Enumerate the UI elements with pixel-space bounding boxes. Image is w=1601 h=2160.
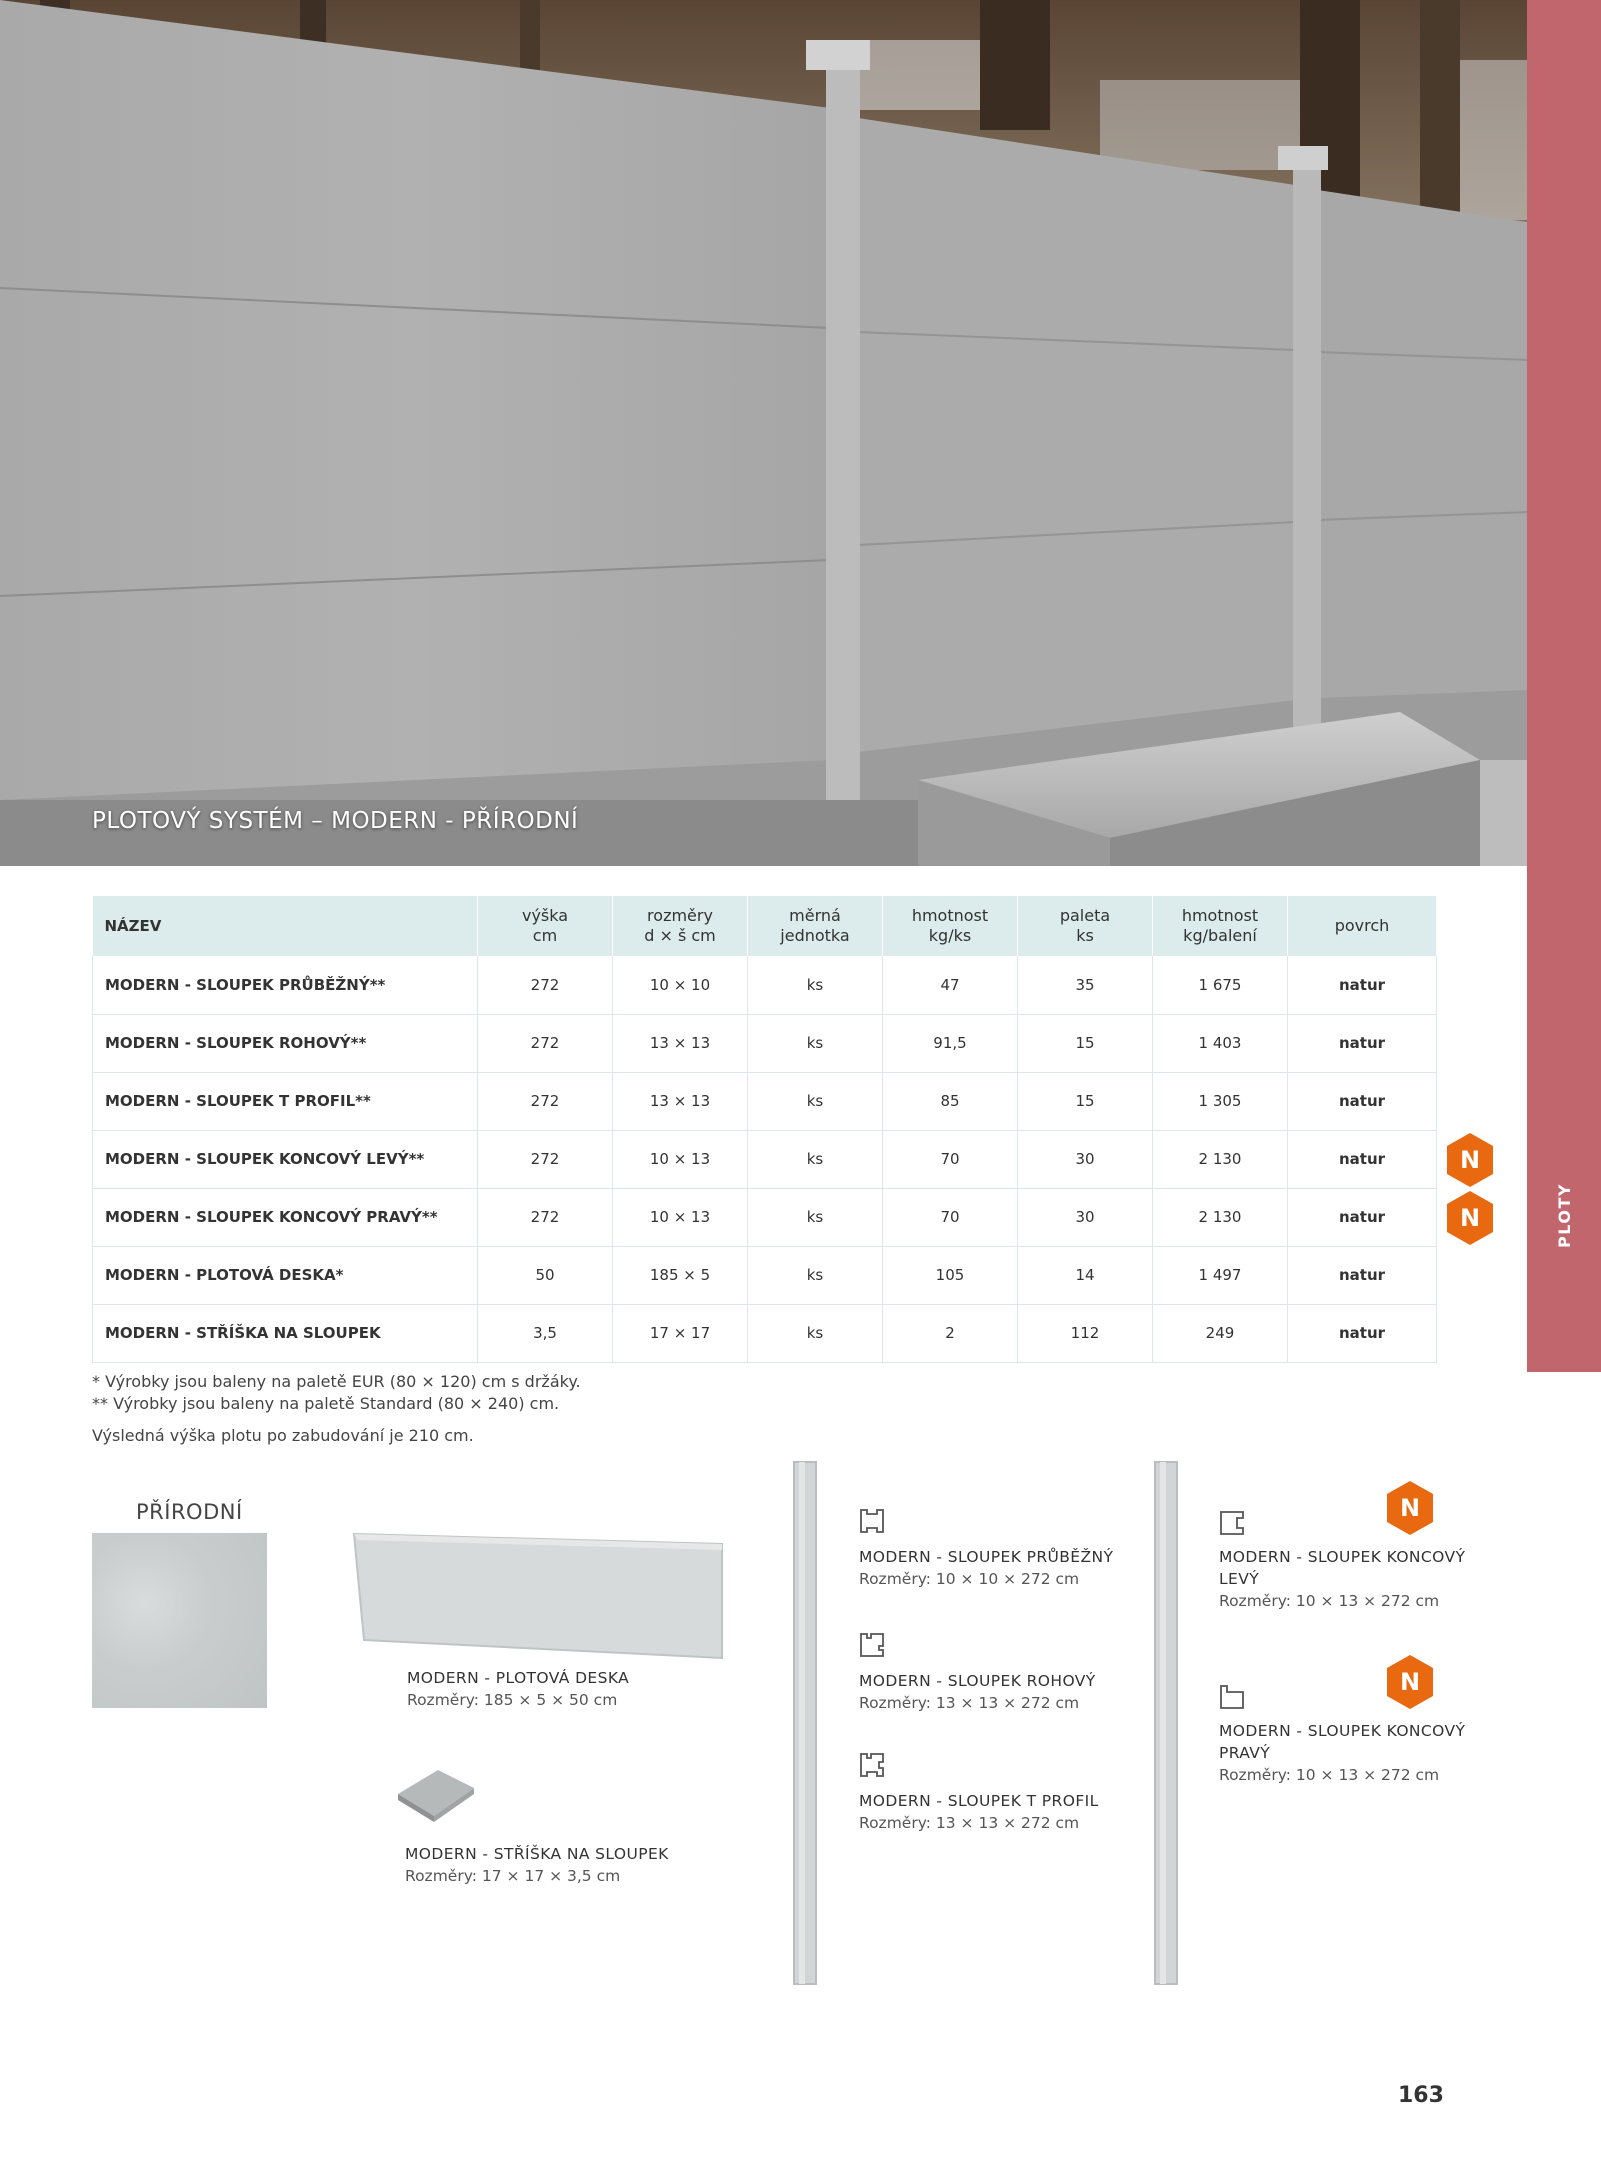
cell-weight: 85	[883, 1072, 1018, 1130]
cell-pallet: 30	[1018, 1130, 1153, 1188]
t-post-profile-icon	[859, 1752, 885, 1778]
section-side-tab	[1527, 0, 1601, 1372]
product-t-post-dims: Rozměry: 13 × 13 × 272 cm	[859, 1814, 1080, 1832]
cell-dims: 13 × 13	[613, 1072, 748, 1130]
cell-weight: 2	[883, 1304, 1018, 1362]
table-row	[93, 956, 1437, 1014]
end-post-left-profile-icon	[1219, 1510, 1245, 1536]
cell-weight-pack: 1 675	[1153, 956, 1288, 1014]
cell-unit: ks	[748, 1130, 883, 1188]
product-end-post-right-label	[1219, 1720, 1465, 1786]
cell-pallet: 112	[1018, 1304, 1153, 1362]
product-board-dims: Rozměry: 185 × 5 × 50 cm	[407, 1691, 618, 1709]
header-weight-pack: hmotnost kg/balení	[1153, 896, 1288, 956]
product-end-post-left-label	[1219, 1546, 1465, 1612]
new-badge-letter: N	[1399, 1668, 1421, 1696]
cell-height: 272	[478, 1072, 613, 1130]
new-badge-icon	[1445, 1132, 1495, 1188]
fence-photo-illustration	[0, 0, 1527, 866]
cell-weight-pack: 2 130	[1153, 1130, 1288, 1188]
cell-pallet: 35	[1018, 956, 1153, 1014]
product-t-post-name: MODERN - SLOUPEK T PROFIL	[859, 1792, 1099, 1810]
product-spec-table	[92, 896, 1437, 1363]
cell-unit: ks	[748, 1246, 883, 1304]
product-cap-label	[405, 1843, 669, 1887]
table-header-row	[93, 896, 1437, 956]
new-badge-icon	[1385, 1480, 1435, 1536]
cell-dims: 185 × 5	[613, 1246, 748, 1304]
header-surface: povrch	[1288, 896, 1437, 956]
product-cap-name: MODERN - STŘÍŠKA NA SLOUPEK	[405, 1845, 669, 1863]
post-cap-image	[394, 1766, 478, 1824]
cell-name: MODERN - SLOUPEK KONCOVÝ PRAVÝ**	[93, 1188, 478, 1246]
post-image-end	[1151, 1458, 1181, 1988]
cell-weight: 70	[883, 1130, 1018, 1188]
cell-unit: ks	[748, 1188, 883, 1246]
product-end-post-right-name: MODERN - SLOUPEK KONCOVÝ	[1219, 1722, 1466, 1740]
product-end-post-left-name: MODERN - SLOUPEK KONCOVÝ	[1219, 1548, 1466, 1566]
cell-weight-pack: 2 130	[1153, 1188, 1288, 1246]
cell-surface: natur	[1288, 1072, 1437, 1130]
product-corner-post-name: MODERN - SLOUPEK ROHOVÝ	[859, 1672, 1096, 1690]
corner-post-profile-icon	[859, 1632, 885, 1658]
cell-weight: 105	[883, 1246, 1018, 1304]
surface-sample-label: PŘÍRODNÍ	[136, 1500, 243, 1524]
cell-unit: ks	[748, 1304, 883, 1362]
cell-weight: 91,5	[883, 1014, 1018, 1072]
new-badge-letter: N	[1399, 1494, 1421, 1522]
header-unit: měrná jednotka	[748, 896, 883, 956]
cell-weight: 70	[883, 1188, 1018, 1246]
cell-height: 272	[478, 1130, 613, 1188]
table-row	[93, 1188, 1437, 1246]
cell-weight: 47	[883, 956, 1018, 1014]
new-badge-icon	[1385, 1654, 1435, 1710]
hero-caption: PLOTOVÝ SYSTÉM – MODERN - PŘÍRODNÍ	[92, 808, 579, 834]
page-number: 163	[1398, 2083, 1444, 2108]
end-post-right-profile-icon	[1219, 1684, 1245, 1710]
cell-name: MODERN - SLOUPEK PRŮBĚŽNÝ**	[93, 956, 478, 1014]
product-line-post-dims: Rozměry: 10 × 10 × 272 cm	[859, 1570, 1080, 1588]
table-footnotes	[92, 1371, 581, 1415]
table-row	[93, 1014, 1437, 1072]
cell-surface: natur	[1288, 1304, 1437, 1362]
product-end-post-right-name-2: PRAVÝ	[1219, 1744, 1271, 1762]
cell-pallet: 15	[1018, 1072, 1153, 1130]
post-image-line	[790, 1458, 820, 1988]
header-dimensions: rozměry d × š cm	[613, 896, 748, 956]
product-corner-post-label	[859, 1670, 1096, 1714]
header-name: NÁZEV	[93, 896, 478, 956]
product-end-post-right-dims: Rozměry: 10 × 13 × 272 cm	[1219, 1766, 1440, 1784]
product-t-post-label	[859, 1790, 1099, 1834]
product-line-post-label	[859, 1546, 1113, 1590]
cell-surface: natur	[1288, 1188, 1437, 1246]
table-row	[93, 1130, 1437, 1188]
surface-swatch-image	[92, 1533, 267, 1708]
cell-pallet: 15	[1018, 1014, 1153, 1072]
cell-dims: 10 × 13	[613, 1130, 748, 1188]
cell-name: MODERN - SLOUPEK KONCOVÝ LEVÝ**	[93, 1130, 478, 1188]
product-line-post-name: MODERN - SLOUPEK PRŮBĚŽNÝ	[859, 1548, 1114, 1566]
cell-pallet: 30	[1018, 1188, 1153, 1246]
fence-board-image	[350, 1530, 730, 1660]
cell-height: 50	[478, 1246, 613, 1304]
new-badge-letter: N	[1459, 1146, 1481, 1174]
product-end-post-left-dims: Rozměry: 10 × 13 × 272 cm	[1219, 1592, 1440, 1610]
header-height: výška cm	[478, 896, 613, 956]
cell-height: 3,5	[478, 1304, 613, 1362]
new-badge-letter: N	[1459, 1204, 1481, 1232]
product-board-name: MODERN - PLOTOVÁ DESKA	[407, 1669, 630, 1687]
cell-unit: ks	[748, 1072, 883, 1130]
hero-photo	[0, 0, 1527, 866]
cell-surface: natur	[1288, 1130, 1437, 1188]
cell-name: MODERN - PLOTOVÁ DESKA*	[93, 1246, 478, 1304]
cell-weight-pack: 1 305	[1153, 1072, 1288, 1130]
cell-unit: ks	[748, 1014, 883, 1072]
product-corner-post-dims: Rozměry: 13 × 13 × 272 cm	[859, 1694, 1080, 1712]
cell-surface: natur	[1288, 1246, 1437, 1304]
cell-weight-pack: 249	[1153, 1304, 1288, 1362]
header-pallet: paleta ks	[1018, 896, 1153, 956]
section-tab-text: PLOTY	[1554, 1182, 1574, 1248]
table-row	[93, 1072, 1437, 1130]
cell-weight-pack: 1 497	[1153, 1246, 1288, 1304]
cell-unit: ks	[748, 956, 883, 1014]
new-badge-icon	[1445, 1190, 1495, 1246]
cell-dims: 10 × 13	[613, 1188, 748, 1246]
section-tab-label	[1527, 1182, 1601, 1248]
product-end-post-left-name-2: LEVÝ	[1219, 1570, 1260, 1588]
fence-height-note: Výsledná výška plotu po zabudování je 210 cm.	[92, 1426, 474, 1445]
footnote-eur-pallet: * Výrobky jsou baleny na paletě EUR (80 × 120) cm s držáky.	[92, 1372, 581, 1391]
cell-name: MODERN - SLOUPEK ROHOVÝ**	[93, 1014, 478, 1072]
cell-dims: 10 × 10	[613, 956, 748, 1014]
footnote-standard-pallet: ** Výrobky jsou baleny na paletě Standard (80 × 240) cm.	[92, 1394, 560, 1413]
header-weight: hmotnost kg/ks	[883, 896, 1018, 956]
cell-name: MODERN - SLOUPEK T PROFIL**	[93, 1072, 478, 1130]
cell-weight-pack: 1 403	[1153, 1014, 1288, 1072]
cell-height: 272	[478, 1188, 613, 1246]
product-board-label	[407, 1667, 629, 1711]
product-cap-dims: Rozměry: 17 × 17 × 3,5 cm	[405, 1867, 621, 1885]
cell-height: 272	[478, 1014, 613, 1072]
table-row	[93, 1246, 1437, 1304]
table-row	[93, 1304, 1437, 1362]
cell-name: MODERN - STŘÍŠKA NA SLOUPEK	[93, 1304, 478, 1362]
cell-surface: natur	[1288, 1014, 1437, 1072]
line-post-profile-icon	[859, 1508, 885, 1534]
cell-pallet: 14	[1018, 1246, 1153, 1304]
cell-dims: 17 × 17	[613, 1304, 748, 1362]
cell-dims: 13 × 13	[613, 1014, 748, 1072]
cell-surface: natur	[1288, 956, 1437, 1014]
cell-height: 272	[478, 956, 613, 1014]
